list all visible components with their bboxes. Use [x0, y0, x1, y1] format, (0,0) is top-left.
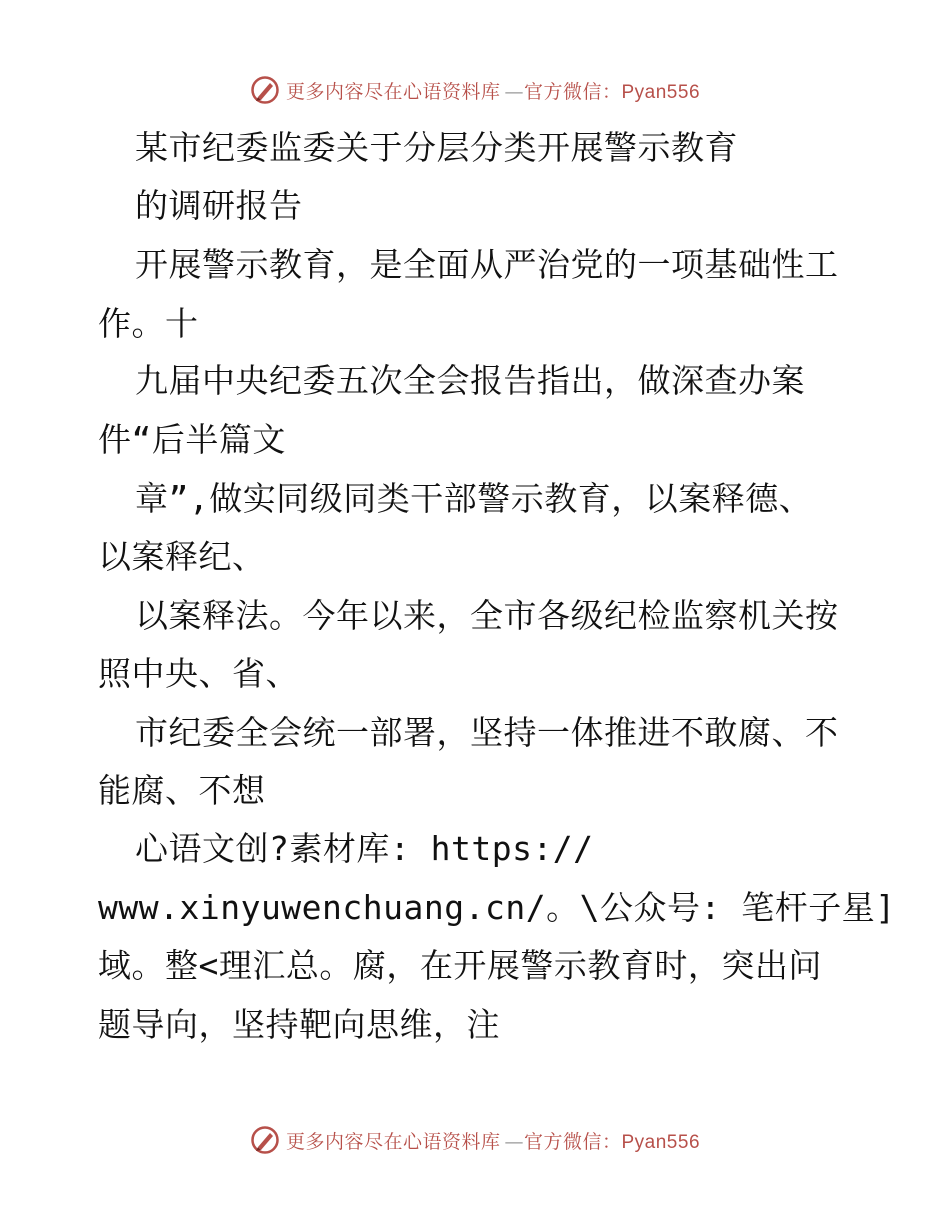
header-banner-wechat: 官方微信：Pyan556: [524, 81, 701, 103]
paragraph-line: 域。整<理汇总。腐，在开展警示教育时，突出问: [98, 946, 822, 985]
paragraph-line: 章”,做实同级同类干部警示教育，以案释德、: [135, 479, 813, 518]
header-banner-title: 更多内容尽在心语资料库: [285, 80, 501, 103]
footer-banner-title: 更多内容尽在心语资料库: [285, 1130, 501, 1153]
paragraph-line: 作。十: [98, 304, 199, 343]
footer-banner-separator: —: [504, 1130, 524, 1153]
paragraph-line: 照中央、省、: [98, 654, 299, 693]
paragraph-line: 题导向，坚持靶向思维，注: [98, 1005, 500, 1044]
paragraph-line: www.xinyuwenchuang.cn/。\公众号: 笔杆子星]: [98, 888, 896, 927]
footer-banner-text: [286, 1127, 700, 1154]
pen-logo-icon: [250, 1125, 280, 1155]
paragraph-line: 件“后半篇文: [98, 420, 286, 459]
paragraph-line: 能腐、不想: [98, 771, 266, 810]
header-banner-text: [286, 77, 700, 104]
document-title-line-2: 的调研报告: [135, 186, 303, 225]
document-title-line-1: 某市纪委监委关于分层分类开展警示教育: [135, 128, 738, 167]
paragraph-line: 九届中央纪委五次全会报告指出，做深查办案: [135, 361, 805, 400]
paragraph-line: 以案释法。今年以来，全市各级纪检监察机关按: [135, 596, 839, 635]
paragraph-line: 开展警示教育，是全面从严治党的一项基础性工: [135, 245, 839, 284]
footer-banner: [0, 1120, 950, 1160]
pen-logo-icon: [250, 75, 280, 105]
paragraph-line: 市纪委全会统一部署，坚持一体推进不敢腐、不: [135, 713, 839, 752]
footer-banner-wechat: 官方微信：Pyan556: [524, 1131, 701, 1153]
header-banner-separator: —: [504, 80, 524, 103]
header-banner: [0, 70, 950, 110]
paragraph-line: 心语文创?素材库: https://: [135, 829, 594, 868]
paragraph-line: 以案释纪、: [98, 537, 266, 576]
